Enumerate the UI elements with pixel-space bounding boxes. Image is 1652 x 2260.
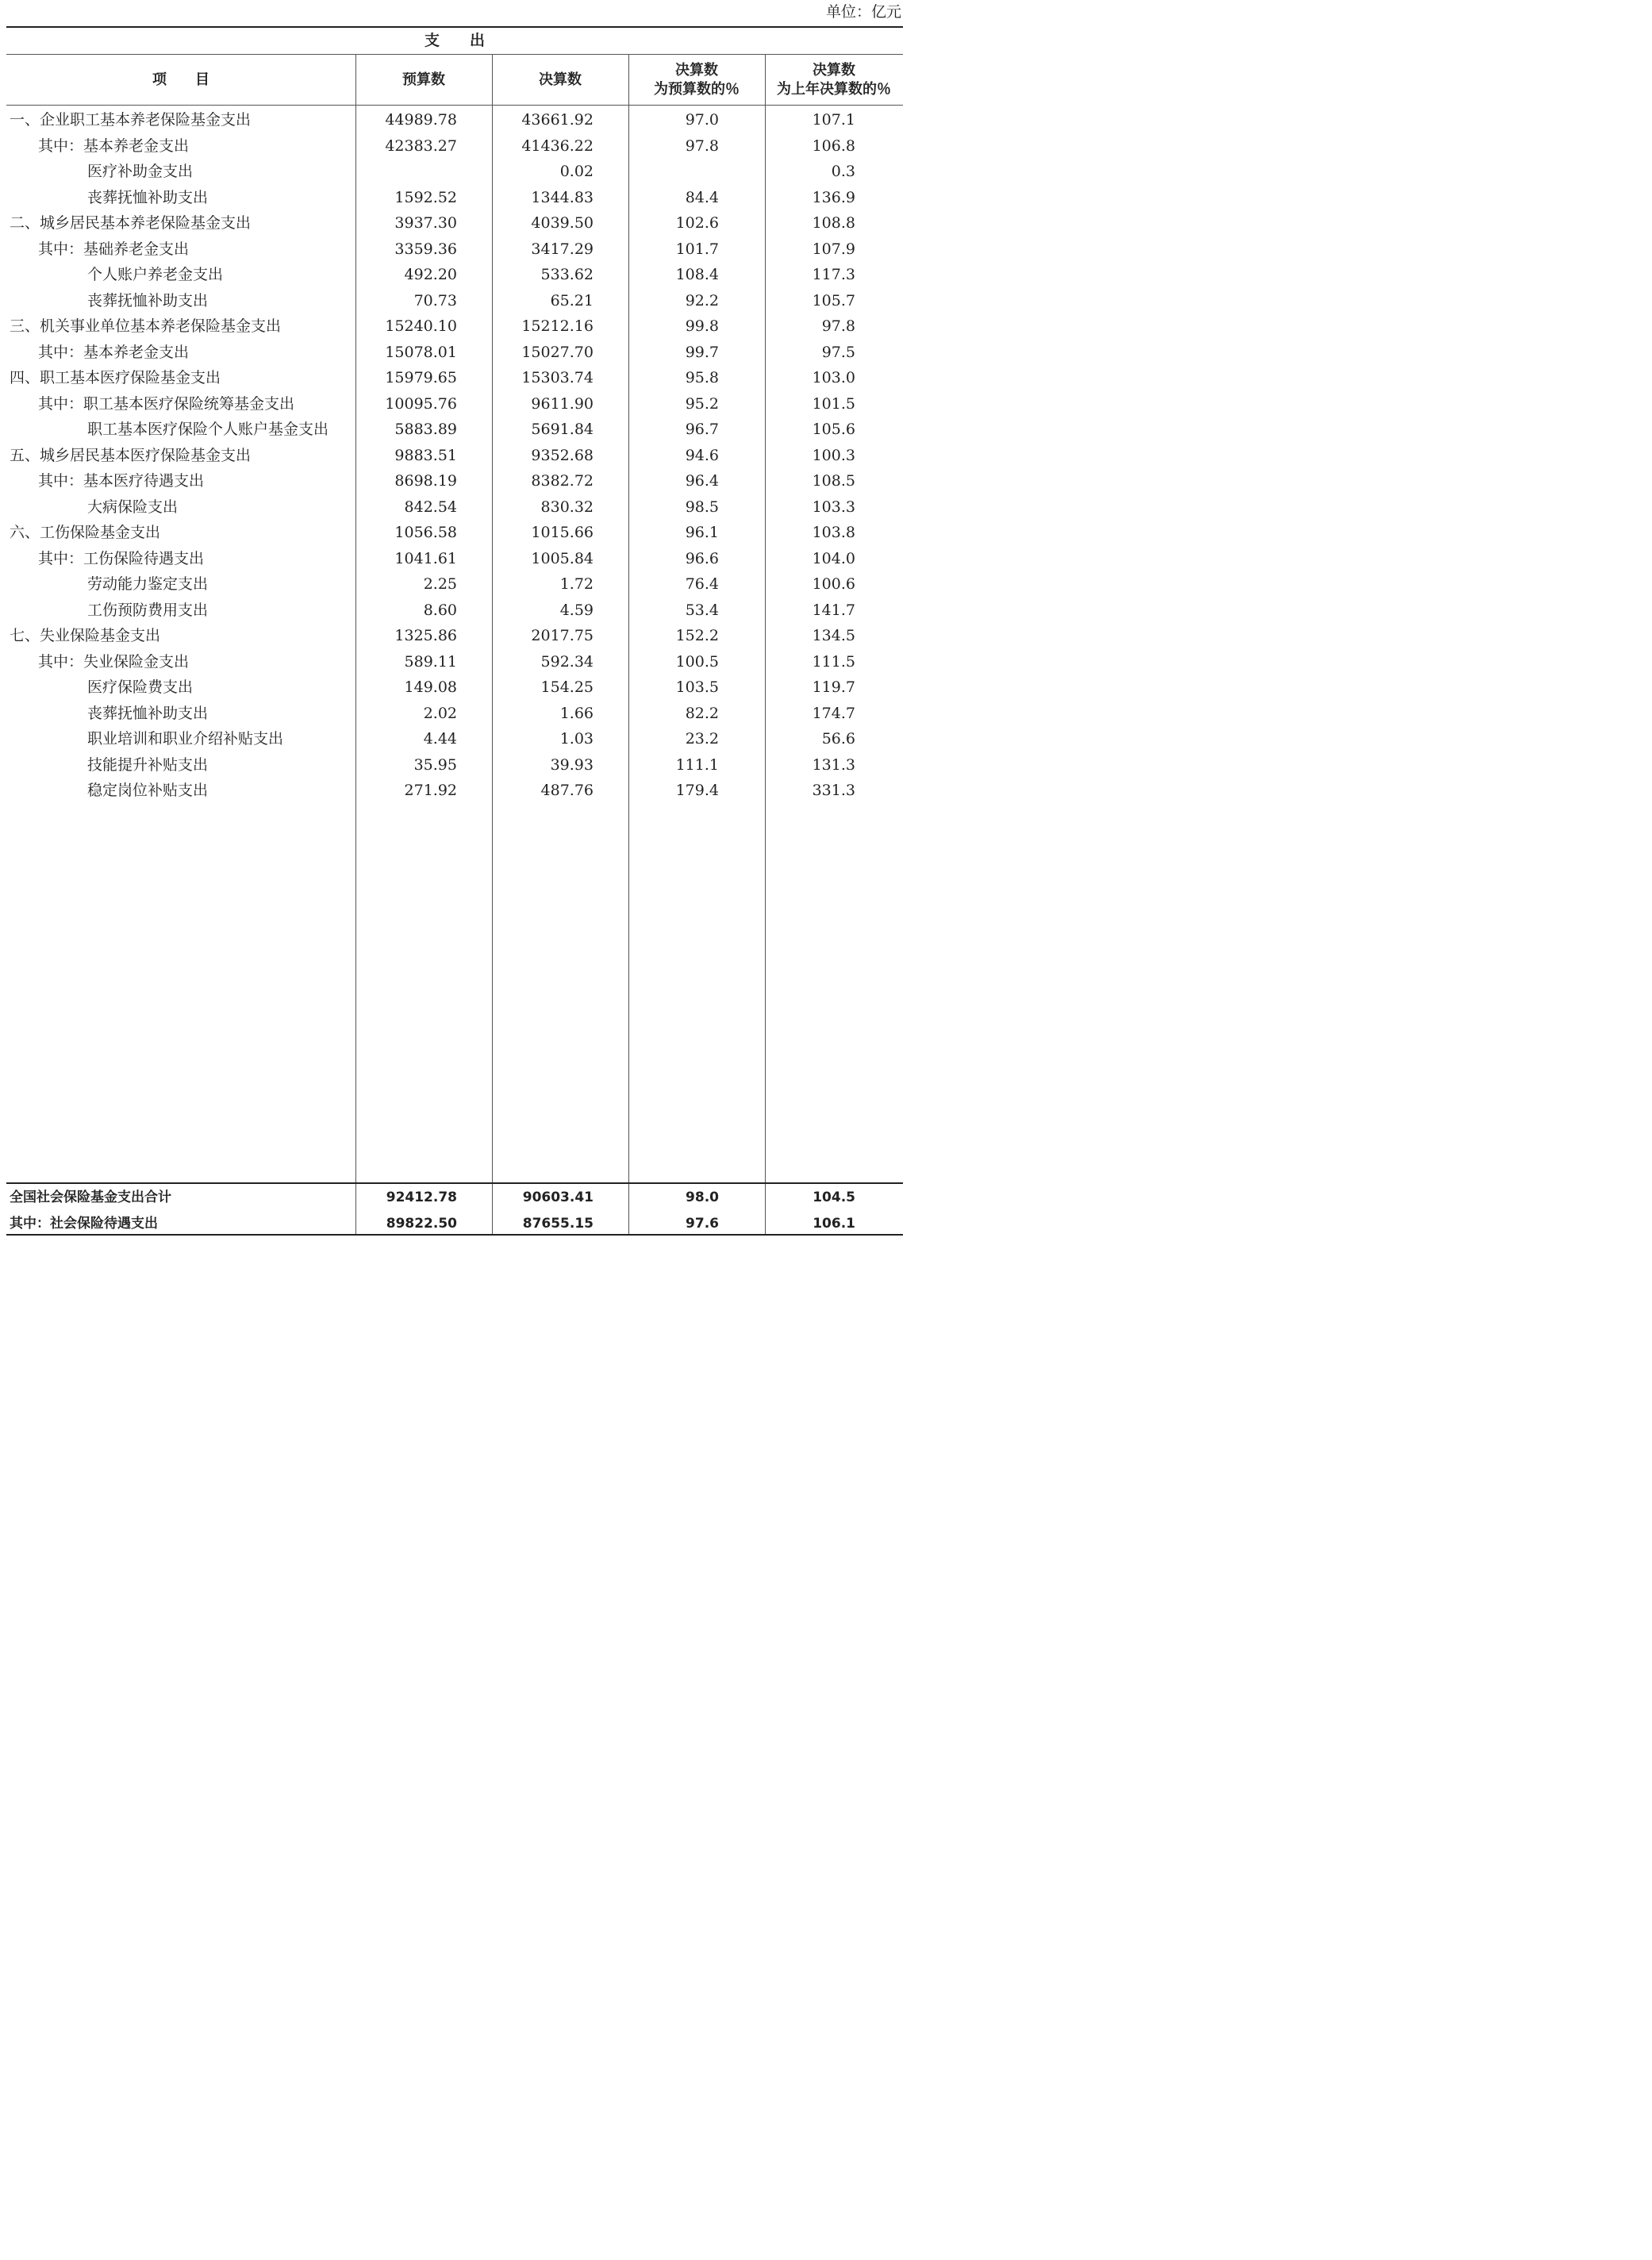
row-item: 个人账户养老金支出	[87, 266, 224, 283]
row-pct-prev: 104.0	[812, 549, 855, 567]
row-item: 二、城乡居民基本养老保险基金支出	[10, 214, 252, 232]
row-pct-budget: 94.6	[685, 446, 719, 464]
row-budget: 842.54	[404, 498, 457, 516]
row-budget: 92412.78	[386, 1190, 457, 1205]
row-pct-prev: 106.8	[812, 136, 855, 155]
row-budget: 3359.36	[394, 240, 457, 258]
row-budget: 1041.61	[394, 549, 457, 567]
row-final: 4039.50	[531, 214, 594, 232]
row-pct-budget: 96.1	[685, 524, 719, 541]
row-pct-prev: 117.3	[812, 266, 855, 283]
table-row	[6, 133, 903, 160]
row-pct-budget: 76.4	[685, 575, 719, 593]
table-row	[6, 391, 903, 417]
row-final: 1.66	[559, 704, 594, 722]
row-final: 5691.84	[531, 421, 594, 438]
row-final: 43661.92	[521, 111, 594, 129]
unit-label: 单位：亿元	[825, 3, 901, 21]
row-item: 医疗保险费支出	[87, 678, 194, 696]
header-pct-budget: 决算数 为预算数的％	[654, 61, 740, 98]
row-final: 1015.66	[531, 524, 594, 541]
row-final: 1344.83	[531, 188, 594, 206]
table-row	[6, 520, 903, 546]
row-pct-budget: 82.2	[685, 704, 719, 722]
row-budget: 1056.58	[394, 524, 457, 541]
row-item: 全国社会保险基金支出合计	[10, 1190, 171, 1205]
row-pct-budget: 111.1	[675, 755, 719, 774]
row-pct-budget: 98.5	[685, 498, 719, 516]
row-pct-prev: 111.5	[812, 652, 855, 671]
table-row	[6, 675, 903, 701]
row-budget: 10095.76	[385, 394, 457, 413]
table-row	[6, 701, 903, 727]
table-row	[6, 571, 903, 598]
table-row	[6, 236, 903, 263]
row-item: 丧葬抚恤补助支出	[87, 188, 209, 206]
table-row	[6, 468, 903, 494]
row-pct-prev: 103.0	[812, 369, 855, 386]
row-item: 其中：基本医疗待遇支出	[38, 472, 205, 490]
row-pct-prev: 97.8	[821, 317, 855, 335]
row-pct-budget: 96.7	[685, 421, 719, 438]
row-item: 技能提升补贴支出	[87, 755, 209, 774]
row-pct-budget: 179.4	[675, 782, 719, 799]
table-row	[6, 340, 903, 366]
row-budget: 9883.51	[394, 446, 457, 464]
table-row	[6, 546, 903, 572]
row-final: 1005.84	[531, 549, 594, 567]
table-row	[6, 417, 903, 443]
row-item: 其中：工伤保险待遇支出	[38, 549, 205, 567]
header-divider	[6, 105, 903, 106]
table-row	[6, 726, 903, 752]
row-item: 七、失业保险基金支出	[10, 627, 161, 644]
row-item: 大病保险支出	[87, 498, 179, 516]
table-row	[6, 1211, 903, 1237]
row-budget: 5883.89	[394, 421, 457, 438]
row-pct-prev: 107.1	[812, 111, 855, 129]
row-item: 丧葬抚恤补助支出	[87, 704, 209, 722]
row-item: 工伤预防费用支出	[87, 601, 209, 619]
table-row	[6, 210, 903, 236]
row-final: 90603.41	[522, 1190, 594, 1205]
row-pct-prev: 104.5	[813, 1190, 855, 1205]
row-item: 其中：基本养老金支出	[38, 343, 190, 361]
row-final: 1.72	[559, 575, 594, 593]
row-pct-budget: 97.0	[685, 111, 719, 129]
table-row	[6, 443, 903, 469]
row-final: 15303.74	[521, 369, 594, 386]
row-pct-budget: 101.7	[675, 240, 719, 258]
row-item: 职业培训和职业介绍补贴支出	[87, 730, 284, 748]
row-final: 533.62	[540, 266, 594, 283]
table-totals	[6, 1185, 903, 1236]
row-pct-prev: 119.7	[812, 678, 855, 696]
table-row	[6, 262, 903, 288]
row-budget: 589.11	[404, 652, 457, 671]
row-item: 其中：基本养老金支出	[38, 136, 190, 155]
row-pct-budget: 95.2	[685, 394, 719, 413]
row-final: 9352.68	[531, 446, 594, 464]
row-budget: 492.20	[404, 266, 457, 283]
row-pct-budget: 98.0	[686, 1190, 719, 1205]
row-item: 四、职工基本医疗保险基金支出	[10, 369, 221, 386]
row-pct-prev: 97.5	[821, 343, 855, 361]
row-pct-budget: 96.4	[685, 472, 719, 490]
row-item: 五、城乡居民基本医疗保险基金支出	[10, 446, 252, 464]
row-final: 8382.72	[531, 472, 594, 490]
row-pct-prev: 56.6	[821, 730, 855, 748]
table-body	[6, 107, 903, 804]
header-budget: 预算数	[402, 71, 445, 88]
row-pct-budget: 53.4	[685, 601, 719, 619]
row-budget: 15240.10	[385, 317, 457, 335]
row-budget: 70.73	[413, 291, 457, 309]
row-final: 592.34	[540, 652, 594, 671]
row-pct-prev: 106.1	[813, 1215, 855, 1232]
row-pct-prev: 105.6	[812, 421, 855, 438]
row-item: 其中：基础养老金支出	[38, 240, 190, 258]
row-item: 职工基本医疗保险个人账户基金支出	[87, 421, 329, 438]
table-row	[6, 288, 903, 314]
header-final: 决算数	[539, 71, 582, 88]
row-final: 65.21	[550, 291, 594, 309]
row-pct-prev: 136.9	[812, 188, 855, 206]
row-pct-budget: 99.8	[685, 317, 719, 335]
row-budget: 42383.27	[385, 136, 457, 155]
row-pct-prev: 134.5	[812, 627, 855, 644]
row-pct-prev: 108.5	[812, 472, 855, 490]
row-pct-budget: 103.5	[675, 678, 719, 696]
row-item: 劳动能力鉴定支出	[87, 575, 209, 593]
row-pct-budget: 108.4	[675, 266, 719, 283]
row-final: 1.03	[559, 730, 594, 748]
row-budget: 8.60	[423, 601, 457, 619]
row-final: 87655.15	[522, 1215, 594, 1232]
row-budget: 8698.19	[394, 472, 457, 490]
table-row	[6, 623, 903, 649]
table-row	[6, 159, 903, 185]
table-row	[6, 778, 903, 804]
row-item: 其中：失业保险金支出	[38, 652, 190, 671]
row-pct-prev: 100.3	[812, 446, 855, 464]
row-pct-prev: 0.3	[831, 163, 855, 180]
table-row	[6, 598, 903, 624]
row-budget: 2.25	[423, 575, 457, 593]
table-row	[6, 313, 903, 340]
row-pct-prev: 331.3	[812, 782, 855, 799]
table-row	[6, 107, 903, 133]
table-title: 支 出	[424, 32, 485, 49]
row-final: 4.59	[559, 601, 594, 619]
row-budget: 4.44	[423, 730, 457, 748]
row-pct-budget: 95.8	[685, 369, 719, 386]
row-pct-prev: 100.6	[812, 575, 855, 593]
row-pct-budget: 97.6	[686, 1215, 719, 1232]
row-item: 医疗补助金支出	[87, 163, 194, 180]
row-pct-prev: 105.7	[812, 291, 855, 309]
row-pct-budget: 84.4	[685, 188, 719, 206]
row-pct-budget: 102.6	[675, 214, 719, 232]
row-pct-prev: 141.7	[812, 601, 855, 619]
row-final: 41436.22	[521, 136, 594, 155]
row-final: 487.76	[540, 782, 594, 799]
row-pct-prev: 103.8	[812, 524, 855, 541]
row-final: 2017.75	[531, 627, 594, 644]
row-budget: 1325.86	[394, 627, 457, 644]
row-item: 稳定岗位补贴支出	[87, 782, 209, 799]
table-row	[6, 752, 903, 778]
row-pct-budget: 97.8	[685, 136, 719, 155]
row-pct-budget: 99.7	[685, 343, 719, 361]
table-row	[6, 365, 903, 391]
row-final: 15212.16	[521, 317, 594, 335]
row-pct-budget: 92.2	[685, 291, 719, 309]
row-budget: 15078.01	[385, 343, 457, 361]
header-pct-prev: 决算数 为上年决算数的％	[777, 61, 891, 98]
row-pct-prev: 103.3	[812, 498, 855, 516]
row-pct-budget: 152.2	[675, 627, 719, 644]
table-row	[6, 1185, 903, 1211]
row-item: 六、工伤保险基金支出	[10, 524, 161, 541]
expenditure-table	[6, 26, 903, 1236]
row-budget: 271.92	[404, 782, 457, 799]
row-item: 丧葬抚恤补助支出	[87, 291, 209, 309]
row-final: 9611.90	[531, 394, 594, 413]
row-final: 3417.29	[531, 240, 594, 258]
row-final: 0.02	[559, 163, 594, 180]
row-budget: 15979.65	[385, 369, 457, 386]
row-final: 830.32	[540, 498, 594, 516]
row-pct-budget: 100.5	[675, 652, 719, 671]
row-item: 三、机关事业单位基本养老保险基金支出	[10, 317, 282, 335]
table-row	[6, 185, 903, 211]
row-item: 其中：职工基本医疗保险统筹基金支出	[38, 394, 295, 413]
row-pct-prev: 108.8	[812, 214, 855, 232]
row-final: 15027.70	[521, 343, 594, 361]
row-item: 其中：社会保险待遇支出	[10, 1215, 158, 1232]
row-final: 39.93	[550, 755, 594, 774]
row-budget: 1592.52	[394, 188, 457, 206]
totals-divider	[6, 1182, 903, 1184]
row-budget: 3937.30	[394, 214, 457, 232]
row-pct-budget: 23.2	[685, 730, 719, 748]
row-item: 一、企业职工基本养老保险基金支出	[10, 111, 252, 129]
row-pct-budget: 96.6	[685, 549, 719, 567]
row-budget: 2.02	[423, 704, 457, 722]
row-pct-prev: 107.9	[812, 240, 855, 258]
table-row	[6, 494, 903, 521]
row-budget: 149.08	[404, 678, 457, 696]
row-pct-prev: 101.5	[812, 394, 855, 413]
table-row	[6, 649, 903, 675]
row-pct-prev: 174.7	[812, 704, 855, 722]
row-final: 154.25	[540, 678, 594, 696]
row-pct-prev: 131.3	[812, 755, 855, 774]
row-budget: 89822.50	[386, 1215, 457, 1232]
header-item: 项 目	[152, 71, 209, 88]
row-budget: 35.95	[413, 755, 457, 774]
row-budget: 44989.78	[385, 111, 457, 129]
